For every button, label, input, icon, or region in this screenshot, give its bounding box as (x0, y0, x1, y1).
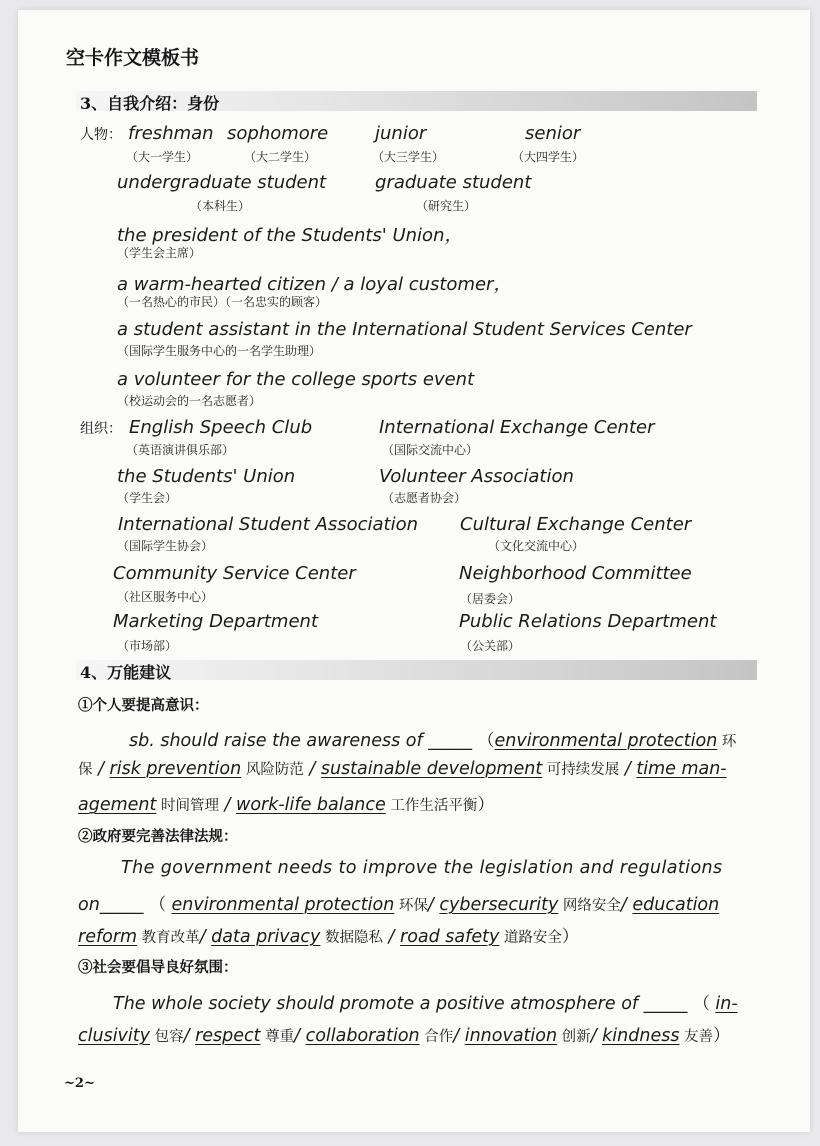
suggestion-3-line-1: The whole society should promote a positive atmosphere of _____ （ in- (113, 994, 738, 1014)
people-term: undergraduate student (117, 172, 327, 193)
people-term: a warm-hearted citizen / a loyal customer， (117, 274, 512, 295)
suggestion-2-title: ②政府要完善法律法规： (78, 828, 238, 845)
suggestion-2-line-3: reform 教育改革/ data privacy 数据隐私 / road safety 道路安全） (78, 927, 579, 947)
org-term-zh: （文化交流中心） (488, 539, 585, 553)
org-term-zh: （居委会） (460, 592, 521, 606)
people-term-zh: （大四学生） (512, 150, 585, 164)
people-term: junior (375, 123, 427, 144)
org-term: the Students' Union (117, 466, 296, 487)
org-term: Neighborhood Committee (459, 563, 692, 584)
people-term: a student assistant in the International Student Services Center (117, 319, 692, 340)
people-term-zh: （大二学生） (244, 150, 317, 164)
people-term: senior (525, 123, 581, 144)
people-term-zh: （校运动会的一名志愿者） (117, 394, 262, 408)
org-term-zh: （学生会） (117, 491, 178, 505)
people-term-zh: （本科生） (190, 199, 251, 213)
org-term-zh: （国际学生协会） (117, 539, 214, 553)
people-term: the president of the Students' Union， (117, 225, 463, 246)
org-term: Community Service Center (113, 563, 356, 584)
people-term: graduate student (375, 172, 532, 193)
section-3-heading: 3、自我介绍：身份 (80, 94, 220, 113)
suggestion-1-line-2: 保 / risk prevention 风险防范 / sustainable development 可持续发展 / time man- (78, 759, 727, 779)
page-number: ~2~ (64, 1076, 95, 1091)
people-term-zh: （一名热心的市民）（一名忠实的顾客） (117, 295, 328, 309)
people-term: a volunteer for the college sports event (117, 369, 475, 390)
people-term-zh: （大三学生） (372, 150, 445, 164)
org-term: Marketing Department (113, 611, 318, 632)
suggestion-3-title: ③社会要倡导良好氛围： (78, 959, 238, 976)
people-term-zh: （大一学生） (126, 150, 199, 164)
people-label: 人物： (80, 127, 122, 143)
org-term: International Student Association (118, 514, 418, 535)
org-term-zh: （市场部） (117, 639, 178, 653)
org-term-zh: （志愿者协会） (382, 491, 467, 505)
org-label: 组织： (80, 421, 122, 437)
people-term-zh: （研究生） (416, 199, 477, 213)
document-page (18, 10, 810, 1132)
org-term-zh: （英语演讲俱乐部） (126, 443, 235, 457)
org-term: Cultural Exchange Center (460, 514, 692, 535)
org-term-zh: （国际交流中心） (382, 443, 479, 457)
section-4-bar (76, 660, 757, 680)
suggestion-2-line-1: The government needs to improve the legislation and regulations (121, 858, 723, 878)
org-term: Volunteer Association (379, 466, 574, 487)
people-term: sophomore (227, 123, 329, 144)
suggestion-1-title: ①个人要提高意识： (78, 697, 209, 714)
org-term: Public Relations Department (459, 611, 717, 632)
suggestion-3-line-2: clusivity 包容/ respect 尊重/ collaboration 合作/ innovation 创新/ kindness 友善） (78, 1026, 731, 1046)
page-title: 空卡作文模板书 (66, 47, 200, 69)
org-term-zh: （公关部） (460, 639, 521, 653)
suggestion-2-line-2: on_____ （ environmental protection 环保/ cybersecurity 网络安全/ education (78, 895, 720, 915)
org-term-zh: （社区服务中心） (117, 590, 214, 604)
suggestion-1-line-1: sb. should raise the awareness of _____ （environmental protection 环 (129, 731, 737, 751)
people-term-zh: （学生会主席） (117, 246, 202, 260)
org-term: International Exchange Center (379, 417, 655, 438)
people-term-zh: （国际学生服务中心的一名学生助理） (117, 344, 322, 358)
suggestion-1-line-3: agement 时间管理 / work-life balance 工作生活平衡） (78, 795, 495, 815)
org-term: English Speech Club (129, 417, 313, 438)
section-4-heading: 4、万能建议 (80, 663, 172, 682)
people-term: freshman (128, 123, 214, 144)
